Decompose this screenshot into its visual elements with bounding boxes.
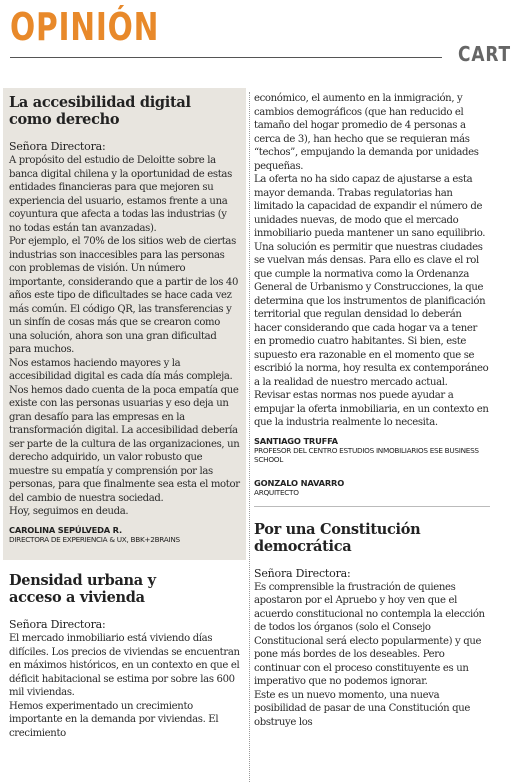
paragraph: Es comprensible la frustración de quienes apostaron por el Apruebo y hoy ven que el acuerdo constitucional no contempla la elección de todos los órganos (solo el Consejo Constitucional será electo popularmente) y que pone más bordes de los deseables. Pero continuar con el proceso constituyente es un imperativo que no podemos ignorar. — [254, 581, 485, 687]
signature-role: DIRECTORA DE EXPERIENCIA & UX, BBK+2BRAINS — [9, 534, 180, 544]
paragraph: Este es un nuevo momento, una nueva posibilidad de pasar de una Constitución que obstruye los — [254, 689, 470, 728]
signature-name: SANTIAGO TRUFFA — [254, 435, 338, 446]
letter-title — [9, 572, 240, 606]
paragraph: Hoy, seguimos en deuda. — [9, 506, 129, 517]
paragraph: Por ejemplo, el 70% de los sitios web de ciertas industrias son inaccesibles para las personas con problemas de visión. Un número importante, considerando que a partir de los 40 años este tipo de dificultades se hace cada vez más común. El código QR, las transferencias y un sinfín de cosas más que se crearon como una solución, ahora son una gran dificultad para muchos. — [9, 236, 239, 355]
letter-densidad — [3, 560, 246, 740]
paragraph: Una solución es permitir que nuestras ciudades se vuelvan más densas. Para ello es clave el rol que cumple la normativa como la Ordenanza General de Urbanismo y Construcciones, la que determina que los instrumentos de planificación territorial que regulan densidad lo deberán hacer considerando que cada hogar va a tener en promedio cuatro habitantes. Si bien, este supuesto era razonable en el momento que se escribió la norma, hoy resulta ex contemporáneo a la realidad de nuestro mercado actual. — [254, 241, 489, 388]
letter-title-line2: como derecho — [9, 111, 120, 128]
letter-title-line1: La accesibilidad digital — [9, 94, 191, 111]
letter-accesibilidad — [3, 88, 246, 560]
letter-title-line1: Densidad urbana y — [9, 572, 156, 589]
column-divider — [249, 92, 250, 782]
salutation: Señora Directora: — [254, 566, 351, 580]
masthead — [0, 0, 511, 66]
section-title: OPINIÓN — [10, 5, 160, 49]
signature-role: PROFESOR DEL CENTRO ESTUDIOS INMOBILIARIOS ESE BUSINESS SCHOOL — [254, 445, 479, 464]
paragraph: A propósito del estudio de Deloitte sobre la banca digital chilena y la oportunidad de estas entidades financieras para que mejoren su experiencia del usuario, estamos frente a una coyuntura que afecta a todas las industrias (y no todas están tan avanzadas). — [9, 155, 232, 234]
paragraph: Hemos experimentado un crecimiento importante en la demanda por viviendas. El crecimiento — [9, 700, 219, 739]
next-section-label: CART — [458, 42, 511, 66]
signature-name: GONZALO NAVARRO — [254, 477, 345, 488]
letter-densidad-continued — [254, 92, 490, 507]
letter-title — [9, 94, 240, 128]
salutation: Señora Directora: — [9, 140, 106, 153]
left-column — [3, 88, 246, 782]
letter-title: Por una Constitución democrática — [254, 520, 421, 555]
signature-name: CAROLINA SEPÚLVEDA R. — [9, 524, 122, 535]
paragraph: económico, el aumento en la inmigración, y cambios demográficos (que han reducido el tamaño del hogar promedio de 4 personas a cerca de 3), han hecho que se requieran más “techos”, empujando la demanda por unidades pequeñas. — [254, 93, 479, 172]
letter-title-line2: acceso a vivienda — [9, 589, 145, 606]
letter-constitucion — [254, 521, 490, 730]
paragraph: Nos estamos haciendo mayores y la accesibilidad digital es cada día más compleja. Nos hemos dado cuenta de la poca empatía que existe con las personas usuarias y eso deja un gran desafío para las empresas en la transformación digital. La accesibilidad debería ser parte de la cultura de las organizaciones, un derecho adquirido, un valor robusto que muestre su empatía y comprensión por las personas, para que finalmente sea esta el motor del cambio de nuestra sociedad. — [9, 357, 240, 504]
signature-role: ARQUITECTO — [254, 487, 299, 497]
right-column — [254, 92, 490, 729]
masthead-rule — [10, 57, 442, 58]
paragraph: Revisar estas normas nos puede ayudar a empujar la oferta inmobiliaria, en un contexto en que la industria realmente lo necesita. — [254, 390, 489, 428]
divider — [254, 506, 490, 507]
salutation: Señora Directora: — [9, 618, 106, 631]
paragraph: El mercado inmobiliario está viviendo días difíciles. Los precios de viviendas se encuentran en máximos históricos, en un contexto en que el déficit habitacional se estima por sobre las 600 mil viviendas. — [9, 633, 240, 698]
paragraph: La oferta no ha sido capaz de ajustarse a esta mayor demanda. Trabas regulatorias han limitado la capacidad de expandir el número de unidades nuevas, de modo que el mercado inmobiliario pueda mantener un sano equilibrio. — [254, 174, 486, 239]
